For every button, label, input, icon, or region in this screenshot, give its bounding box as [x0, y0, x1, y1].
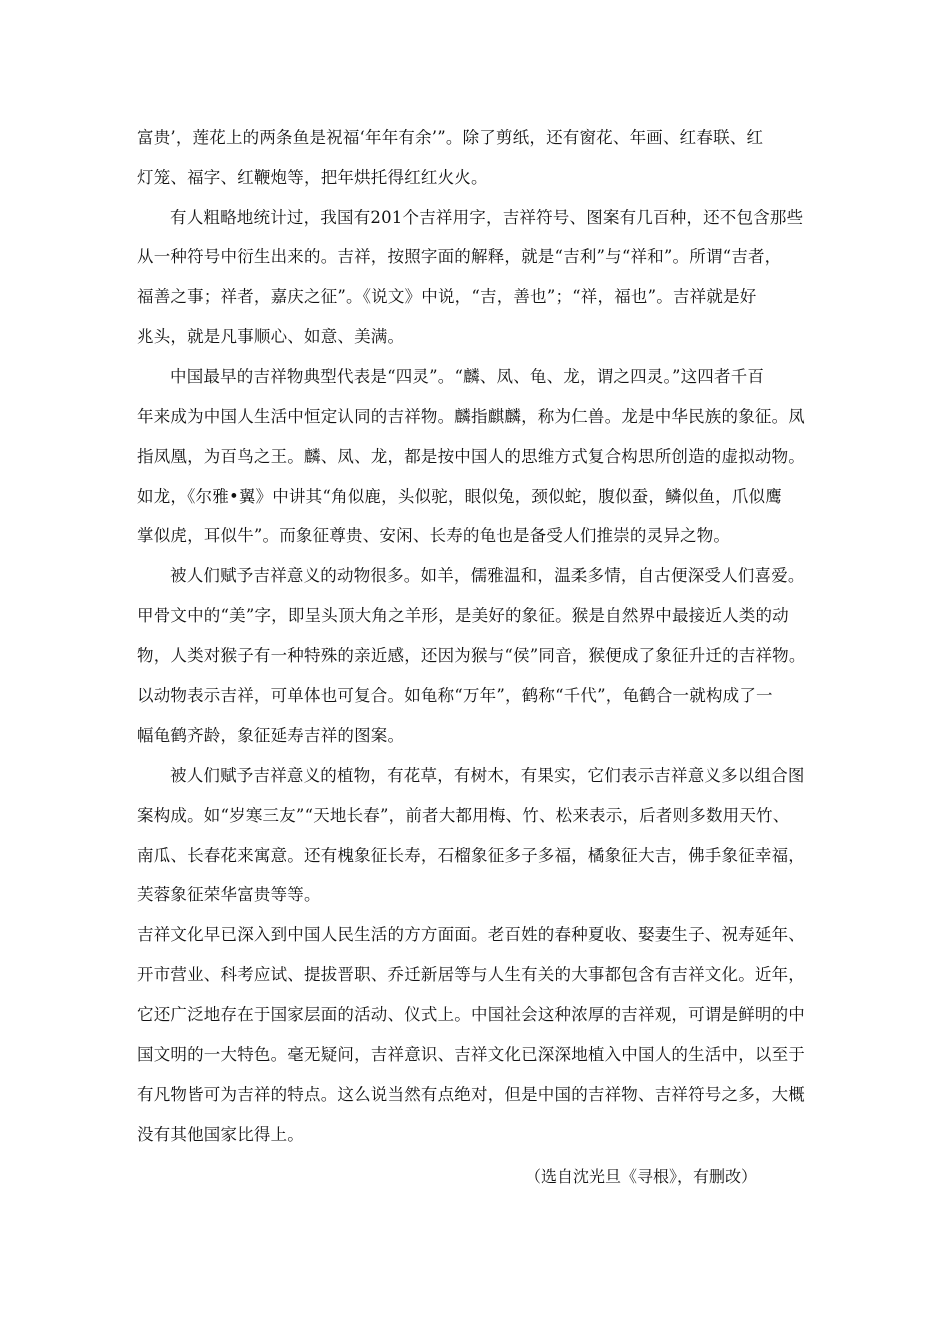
paragraph-first-line: 被人们赋予吉祥意义的动物很多。如羊，儒雅温和，温柔多情，自古便深受人们喜爱。: [170, 566, 805, 585]
text-line: 案构成。如“岁寒三友”“天地长春”，前者大都用梅、竹、松来表示，后者则多数用天竹、: [137, 806, 790, 825]
text-line: 灯笼、福字、红鞭炮等，把年烘托得红红火火。: [137, 168, 488, 187]
text-line: 福善之事；祥者，嘉庆之征”。《说文》中说，“吉，善也”；“祥，福也”。吉祥就是好: [137, 287, 757, 306]
source-citation: （选自沈光旦《寻根》，有删改）: [525, 1167, 758, 1186]
text-line: 开市营业、科考应试、提拔晋职、乔迁新居等与人生有关的大事都包含有吉祥文化。近年，: [137, 965, 805, 984]
text-line: 芙蓉象征荣华富贵等等。: [137, 885, 321, 904]
text-line: 兆头，就是凡事顺心、如意、美满。: [137, 327, 405, 346]
text-line: 年来成为中国人生活中恒定认同的吉祥物。麟指麒麟，称为仁兽。龙是中华民族的象征。凤: [137, 407, 805, 426]
text-line: 有凡物皆可为吉祥的特点。这么说当然有点绝对，但是中国的吉祥物、吉祥符号之多，大概: [137, 1085, 805, 1104]
text-line: 以动物表示吉祥，可单体也可复合。如龟称“万年”，鹤称“千代”，龟鹤合一就构成了一: [137, 686, 773, 705]
paragraph-first-line: 中国最早的吉祥物典型代表是“四灵”。“麟、凤、龟、龙，谓之四灵。”这四者千百: [170, 367, 765, 386]
text-line: 南瓜、长春花来寓意。还有槐象征长寿，石榴象征多子多福，橘象征大吉，佛手象征幸福，: [137, 846, 805, 865]
text-line: 指凤凰，为百鸟之王。麟、凤、龙，都是按中国人的思维方式复合构思所创造的虚拟动物。: [137, 447, 805, 466]
paragraph-first-line: 被人们赋予吉祥意义的植物，有花草，有树木，有果实，它们表示吉祥意义多以组合图: [170, 766, 805, 785]
paragraph-first-line: 吉祥文化早已深入到中国人民生活的方方面面。老百姓的春种夏收、娶妻生子、祝寿延年、: [137, 925, 805, 944]
text-line: 它还广泛地存在于国家层面的活动、仪式上。中国社会这种浓厚的吉祥观，可谓是鲜明的中: [137, 1005, 805, 1024]
text-line: 国文明的一大特色。毫无疑问，吉祥意识、吉祥文化已深深地植入中国人的生活中，以至于: [137, 1045, 805, 1064]
text-line: 富贵’，莲花上的两条鱼是祝福‘年年有余’”。除了剪纸，还有窗花、年画、红春联、红: [137, 128, 764, 147]
text-line: 如龙，《尔雅•翼》中讲其“角似鹿，头似驼，眼似兔，颈似蛇，腹似蚕，鳞似鱼，爪似鹰: [137, 487, 782, 506]
text-line: 甲骨文中的“美”字，即呈头顶大角之羊形，是美好的象征。猴是自然界中最接近人类的动: [137, 606, 789, 625]
text-line: 物，人类对猴子有一种特殊的亲近感，还因为猴与“侯”同音，猴便成了象征升迁的吉祥物。: [137, 646, 806, 665]
text-line: 掌似虎，耳似牛”。而象征尊贵、安闲、长寿的龟也是备受人们推崇的灵异之物。: [137, 526, 731, 545]
text-line: 没有其他国家比得上。: [137, 1125, 304, 1144]
paragraph-first-line: 有人粗略地统计过，我国有201个吉祥用字，吉祥符号、图案有几百种，还不包含那些: [170, 208, 804, 227]
text-line: 幅龟鹤齐龄，象征延寿吉祥的图案。: [137, 726, 405, 745]
text-line: 从一种符号中衍生出来的。吉祥，按照字面的解释，就是“吉利”与“祥和”。所谓“吉者，: [137, 247, 782, 266]
